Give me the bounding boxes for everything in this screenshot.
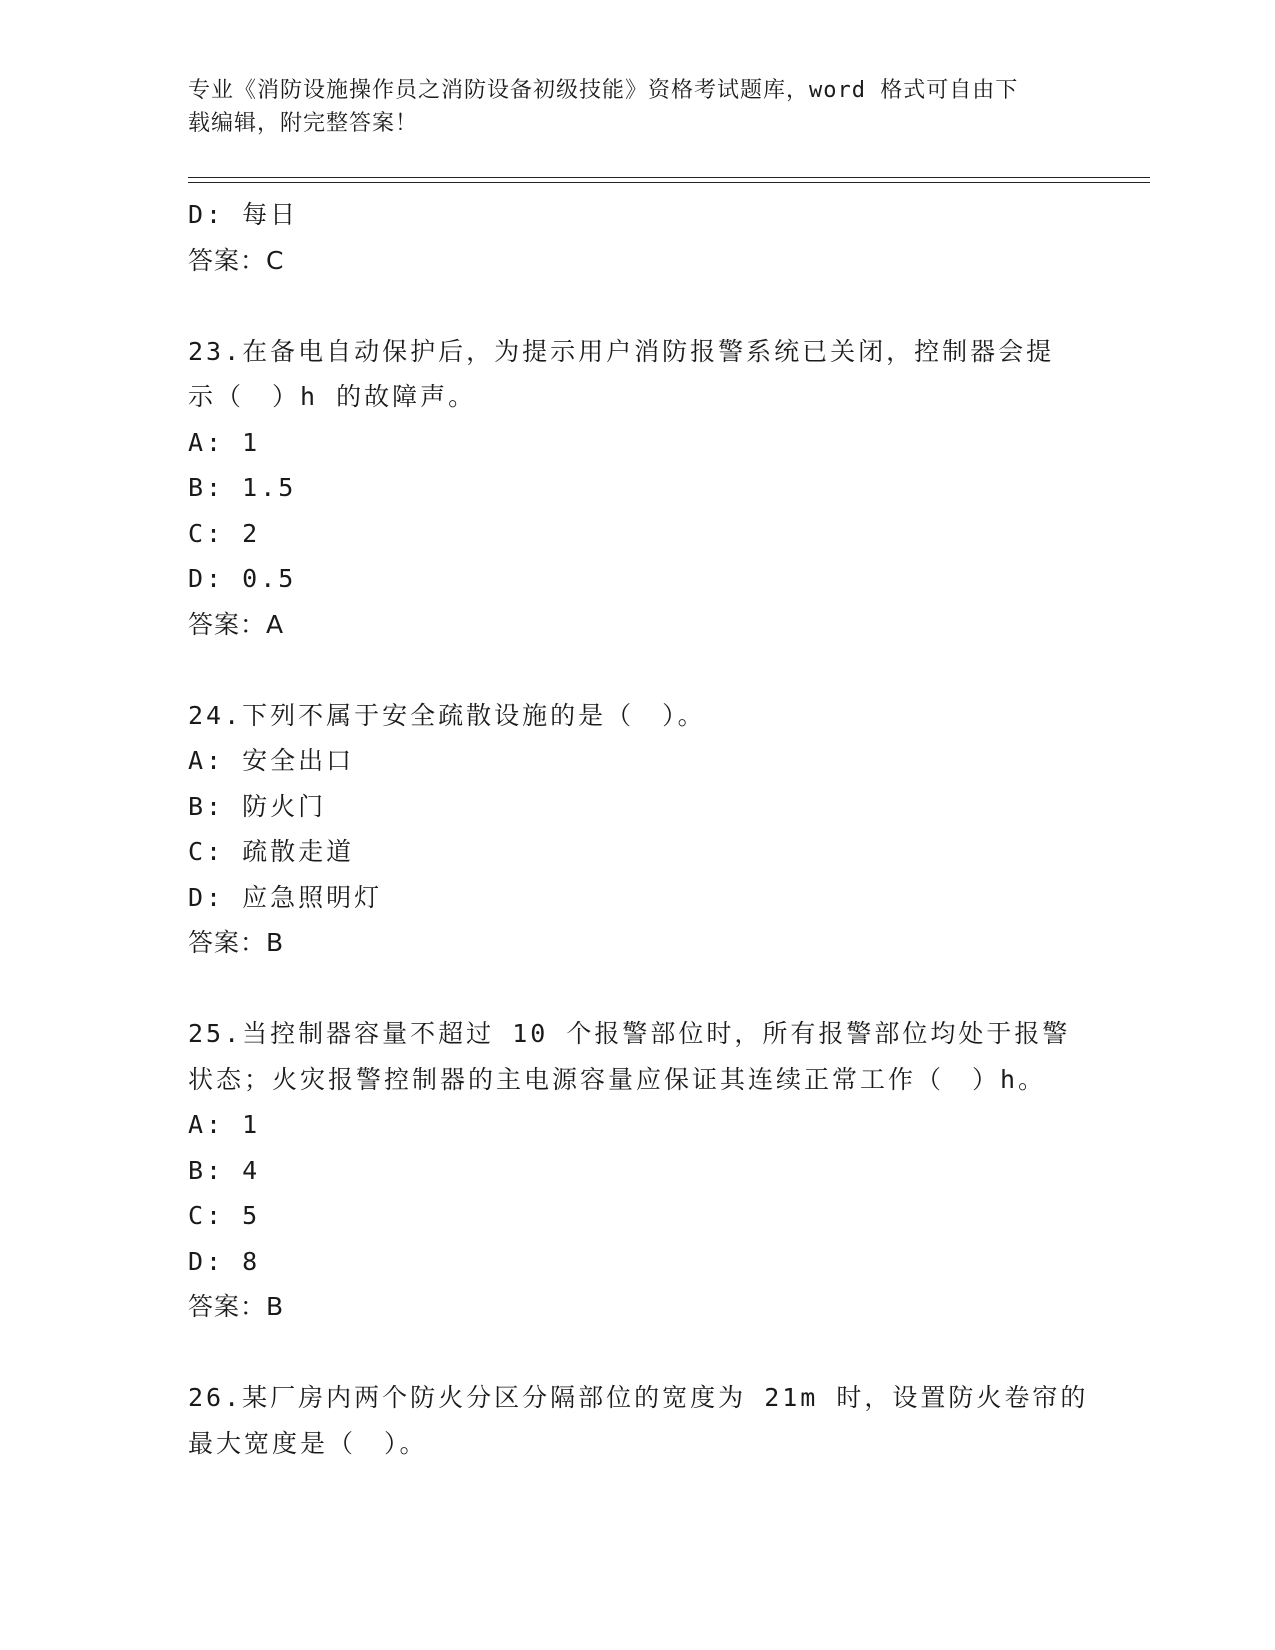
- header-divider-bottom: [188, 182, 1150, 183]
- option-d: D: 0.5: [188, 564, 297, 593]
- option-d: D: 应急照明灯: [188, 882, 383, 912]
- document-header: [188, 74, 1088, 140]
- option-a: A: 1: [188, 1110, 261, 1139]
- option-c: C: 疏散走道: [188, 837, 355, 866]
- header-line-1: 专业《消防设施操作员之消防设备初级技能》资格考试题库，word 格式可自由下: [188, 78, 1019, 103]
- option-d: D: 每日: [188, 200, 299, 229]
- answer-label: 答案：A: [188, 609, 285, 639]
- question-stem: 24.下列不属于安全疏散设施的是（ ）。: [188, 700, 706, 730]
- option-b: B: 1.5: [188, 473, 297, 502]
- question-stem: 26.某厂房内两个防火分区分隔部位的宽度为 21m 时，设置防火卷帘的: [188, 1383, 1089, 1412]
- header-divider-top: [188, 177, 1150, 178]
- option-b: B: 防火门: [188, 791, 327, 821]
- question-24: [188, 693, 1088, 966]
- question-22-tail: [188, 192, 1088, 283]
- question-stem: 25.当控制器容量不超过 10 个报警部位时，所有报警部位均处于报警: [188, 1019, 1071, 1048]
- option-c: C: 5: [188, 1201, 261, 1230]
- option-b: B: 4: [188, 1155, 261, 1185]
- option-d: D: 8: [188, 1246, 261, 1276]
- answer-label: 答案：B: [188, 928, 285, 957]
- answer-label: 答案：C: [188, 245, 285, 275]
- question-stem: 23.在备电自动保护后，为提示用户消防报警系统已关闭，控制器会提: [188, 336, 1055, 366]
- header-line-2: 载编辑，附完整答案！: [188, 111, 419, 136]
- question-stem-cont: 最大宽度是（ ）。: [188, 1428, 428, 1458]
- answer-label: 答案：B: [188, 1292, 285, 1321]
- option-a: A: 1: [188, 427, 261, 457]
- question-25: [188, 1011, 1088, 1330]
- question-list: [188, 192, 1088, 1466]
- question-stem-cont: 示（ ）h 的故障声。: [188, 382, 477, 411]
- question-23: [188, 329, 1088, 648]
- option-a: A: 安全出口: [188, 746, 355, 775]
- option-c: C: 2: [188, 518, 261, 548]
- question-26: [188, 1375, 1088, 1466]
- question-stem-cont: 状态；火灾报警控制器的主电源容量应保证其连续正常工作（ ）h。: [188, 1064, 1047, 1094]
